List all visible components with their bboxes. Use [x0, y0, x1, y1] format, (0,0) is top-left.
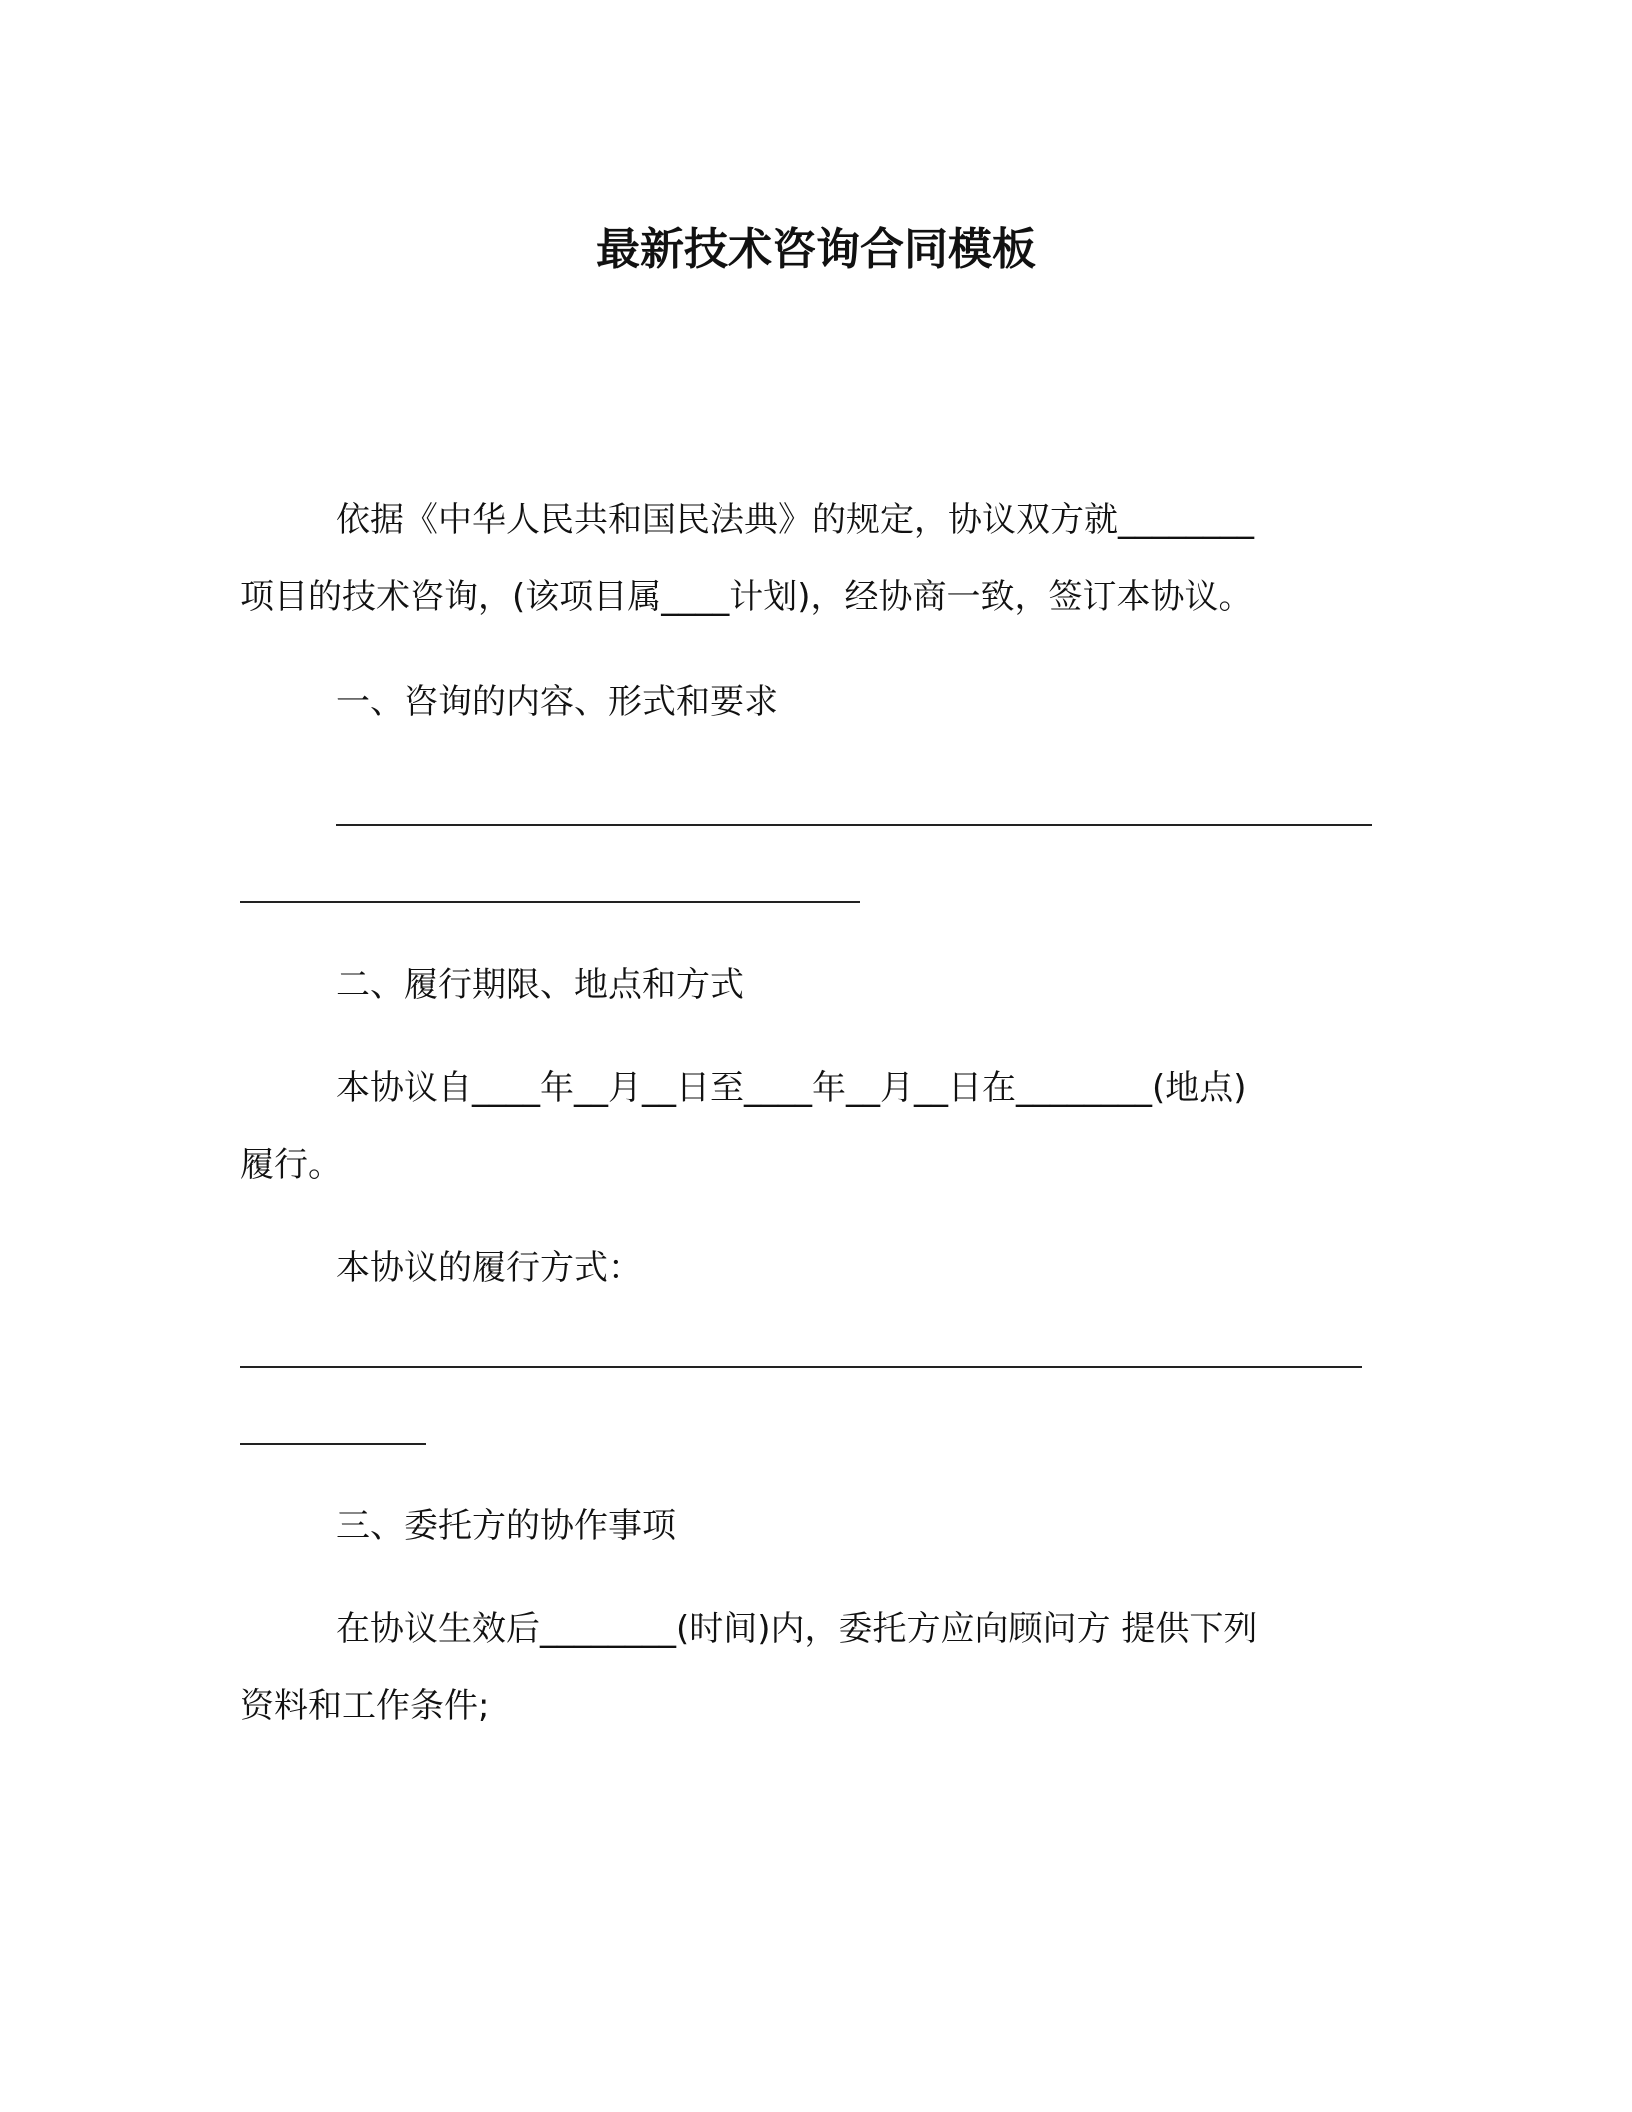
section-1-heading: 一、咨询的内容、形式和要求 — [336, 682, 778, 722]
section-3-line-1: 在协议生效后________(时间)内，委托方应向顾问方 提供下列 — [336, 1609, 1258, 1649]
section-3-heading: 三、委托方的协作事项 — [336, 1506, 676, 1546]
fill-in-blank-line — [240, 1366, 1362, 1368]
fill-in-blank-line — [336, 824, 1372, 826]
period-line-2: 履行。 — [240, 1145, 342, 1185]
fill-in-blank-line — [240, 901, 860, 903]
document-title: 最新技术咨询合同模板 — [596, 224, 1036, 275]
period-line-1: 本协议自____年__月__日至____年__月__日在________(地点) — [336, 1068, 1247, 1108]
fill-in-blank-line — [240, 1443, 426, 1445]
section-2-heading: 二、履行期限、地点和方式 — [336, 965, 744, 1005]
method-label: 本协议的履行方式： — [336, 1248, 642, 1288]
section-3-line-2: 资料和工作条件; — [240, 1686, 490, 1726]
intro-line-1: 依据《中华人民共和国民法典》的规定，协议双方就________ — [336, 500, 1254, 540]
intro-line-2: 项目的技术咨询，(该项目属____计划)，经协商一致，签订本协议。 — [240, 577, 1253, 617]
